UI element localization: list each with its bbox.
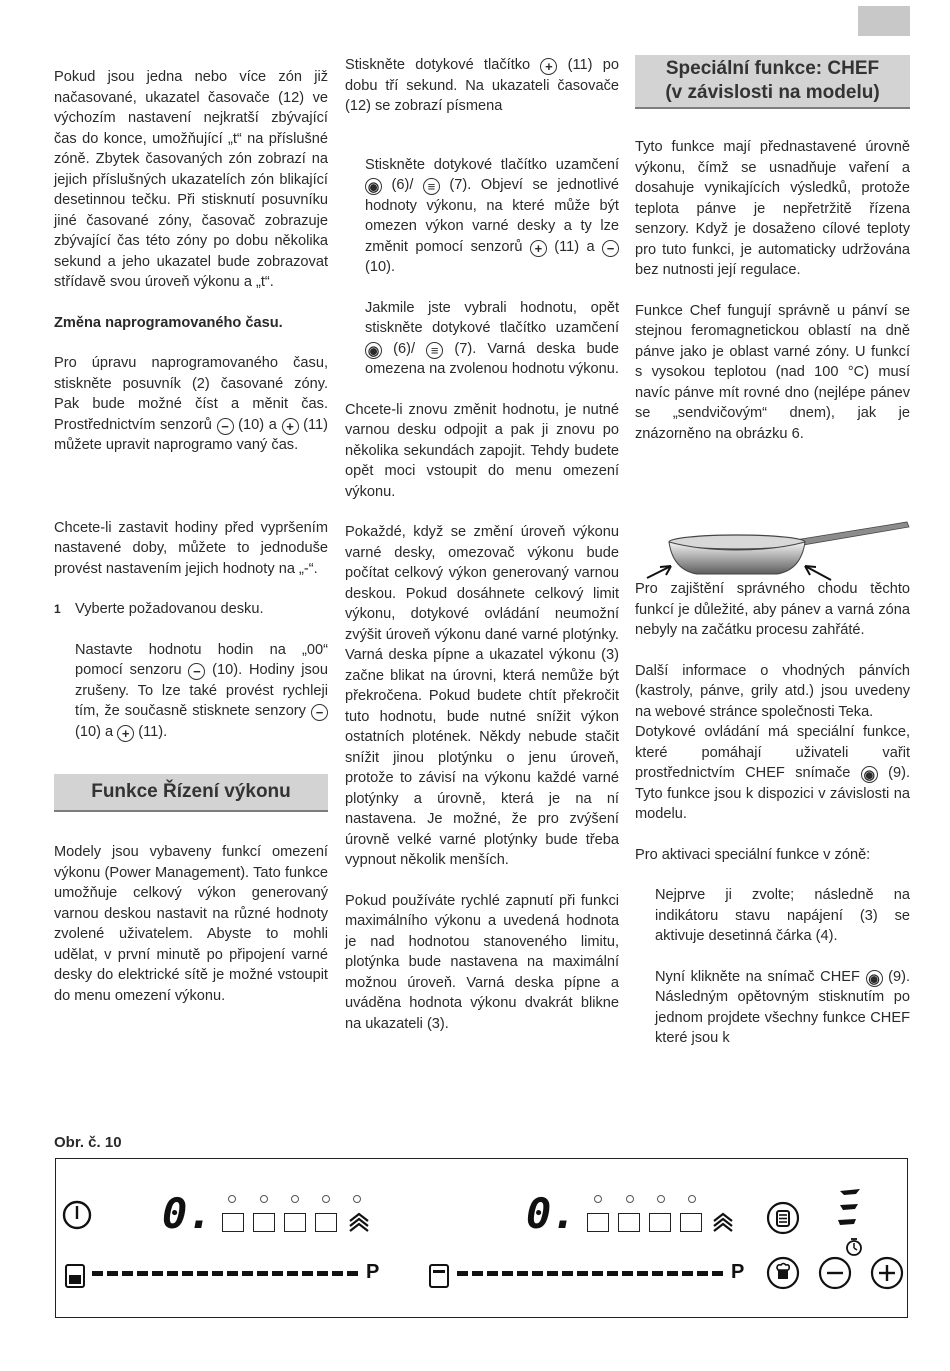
paragraph xyxy=(54,353,328,456)
paragraph: Funkce Chef fungují správně u pánví se stejnou feromagnetickou oblastí na dně pánve jako je oblast varné zóny. U funkcí s vysokou teplotou (nad 100 °C) musí navíc pánve mít rovné dno (nejlépe pánev se „sendvičovým“ dnem), jak je znázorněno na obrázku 6. xyxy=(635,302,910,442)
text: (10) a xyxy=(75,723,114,740)
indicator-dot xyxy=(353,1195,361,1203)
text: (9). Tyto funkce jsou k dispozici v závislosti na modelu. xyxy=(635,765,911,822)
right-slider[interactable] xyxy=(457,1271,727,1277)
paragraph xyxy=(75,640,328,743)
text: (11) a xyxy=(554,238,595,255)
paragraph: Pokaždé, když se změní úroveň výkonu varné desky, omezovač výkonu bude počítat celkový výkon generovaný varnou deskou. Pokud dosáhnete celkový limit výkonu, dotykové ovládání neumožní zvýšit úroveň výkonu dané varné plotýnky. Varná deska pípne a ukazatel výkonu (3) začne blikat na úrovni, která nemůže být překročena. Pokud budete chtít překročit tuto hodnotu, bude nutné snížit výkon ostatních plotének. Někdy nebude stačit snížit jinou plotýnku o jenu úroveň, protože to závisí na výkonu každé varné plotýnky a úrovně, která je na ní nastavena. Je možné, že pro zvýšení úrovně velké varné plotýnky bude třeba vypnout několik menších. xyxy=(345,524,619,868)
paragraph: Pro aktivaci speciální funkce v zóně: xyxy=(635,846,871,863)
text: (7). Objeví se jednotlivé hodnoty výkonu, na které může být omezen výkon varné desky a ty lze změnit pomocí senzorů xyxy=(365,177,620,255)
subheading-change-time: Změna naprogramovaného času. xyxy=(54,314,283,331)
text: (10). xyxy=(365,259,396,275)
boost-icon xyxy=(712,1211,734,1233)
paragraph xyxy=(365,155,619,278)
text: (6)/ xyxy=(391,177,414,193)
text: (11). xyxy=(138,723,168,740)
section-heading-chef xyxy=(635,55,910,109)
pan-sensor-icon xyxy=(428,1261,450,1289)
figure-label: Obr. č. 10 xyxy=(54,1134,122,1151)
paragraph xyxy=(345,55,619,117)
paragraph: Pokud jsou jedna nebo více zón již načasované, ukazatel časovače (12) ve výchozím nastavení nejkratší zbývající čas do konce, umožňující „t“ na příslušné zóně. Zbytek časovaných zón zobrazí na jejich příslušných ukazatelích zón blikající desetinnou tečku. Při stisknutí posuvníku jiné časované zóny, časovač zobrazuje zbývající čas této zóny po dobu několika sekund a jeho ukazatel bude zobrazovat střídavě svou úroveň výkonu a „t“. xyxy=(54,69,328,290)
paragraph xyxy=(365,298,619,380)
pan-sensor-icon xyxy=(64,1261,86,1289)
paragraph: Nejprve ji zvolte; následně na indikátoru stavu napájení (3) se aktivuje desetinná čárka (4). xyxy=(655,887,910,944)
text: Nastavte hodnotu hodin na „00“ pomocí senzoru xyxy=(75,641,328,678)
heading-line: (v závislosti na modelu) xyxy=(665,82,880,103)
text: Stiskněte dotykové tlačítko xyxy=(345,57,531,73)
paragraph: Další informace o vhodných pánvích (kastroly, pánve, grily atd.) jsou uvedeny na webové stránce společnosti Teka. xyxy=(635,662,910,720)
chef-icon: ◉ xyxy=(866,970,883,987)
indicator-dot xyxy=(657,1195,665,1203)
column-1 xyxy=(54,55,328,1006)
paragraph xyxy=(635,722,910,825)
step-number: 1 xyxy=(54,602,61,616)
paragraph: Chcete-li zastavit hodiny před vypršením nastavené doby, můžete to jednoduše provést nastavením jejich hodnoty na „-“. xyxy=(54,519,328,577)
text: Dotykové ovládání má speciální funkce, které pomáhají uživateli vařit prostřednictvím CHEF snímače xyxy=(635,724,910,781)
indicator-dot xyxy=(594,1195,602,1203)
level-box xyxy=(649,1213,671,1232)
text: (10) a xyxy=(238,416,277,433)
plus-icon: + xyxy=(530,240,547,257)
plus-icon: + xyxy=(540,58,557,75)
step-text: Vyberte požadovanou desku. xyxy=(75,601,264,617)
text: Stiskněte dotykové tlačítko uzamčení xyxy=(365,156,619,173)
section-heading-power-management: Funkce Řízení výkonu xyxy=(54,774,328,812)
level-box xyxy=(284,1213,306,1232)
chef-icon: ◉ xyxy=(861,766,878,783)
right-zone-display: 0. xyxy=(526,1189,577,1238)
heading-line: Speciální funkce: CHEF xyxy=(665,58,880,79)
power-icon xyxy=(62,1197,92,1231)
indicator-dot xyxy=(228,1195,236,1203)
level-box xyxy=(587,1213,609,1232)
paragraph xyxy=(655,967,910,1049)
plus-icon: + xyxy=(117,725,134,742)
text: Nyní klikněte na snímač CHEF xyxy=(655,968,860,985)
level-box xyxy=(222,1213,244,1232)
list-item xyxy=(54,599,328,620)
indicator-dot xyxy=(260,1195,268,1203)
text: (6)/ xyxy=(393,340,416,357)
indicator-dot xyxy=(688,1195,696,1203)
chef-icon[interactable] xyxy=(766,1256,800,1290)
paragraph: Pro zajištění správného chodu těchto funkcí je důležité, aby pánev a varná zóna nebyly na začátku procesu zahřáté. xyxy=(635,581,910,638)
minus-icon: − xyxy=(602,240,619,257)
lock-icon: ◉ xyxy=(365,178,382,195)
indicator-dot xyxy=(626,1195,634,1203)
paragraph: Chcete-li znovu změnit hodnotu, je nutné varnou desku odpojit a pak ji znovu po několika sekundách zapojit. Tehdy budete opět moci vstoupit do menu omezení výkonu. xyxy=(345,401,619,500)
level-box xyxy=(253,1213,275,1232)
level-box xyxy=(618,1213,640,1232)
level-box xyxy=(315,1213,337,1232)
menu-icon: ≡ xyxy=(423,178,440,195)
paragraph: Pokud používáte rychlé zapnutí při funkci maximálního výkonu a uvedená hodnota je nad hodnotou stanoveného limitu, plotýnka bude nastavena na maximální možnou úroveň. Varná deska pípne a uváděna hodnota výkonu dvakrát blikne na ukazateli (3). xyxy=(345,892,619,1032)
minus-icon[interactable] xyxy=(818,1256,852,1290)
control-panel-figure xyxy=(55,1158,908,1318)
text: Pro úpravu naprogramovaného času, stiskněte posuvník (2) časované zóny. Pak bude možné číst a měnit čas. Prostřednictvím senzorů xyxy=(54,355,328,433)
lock-icon: ◉ xyxy=(365,342,382,359)
minus-icon: − xyxy=(311,704,328,721)
left-slider[interactable] xyxy=(92,1271,362,1277)
text: (9). Následným opětovným stisknutím po jednom projdete všechny funkce CHEF které jsou k xyxy=(655,968,910,1046)
paragraph: Modely jsou vybaveny funkcí omezení výkonu (Power Management). Tato funkce umožňuje celkový výkon generovaný varnou deskou nastavit na různé hodnoty zvolené uživatelem. Abyste to mohli udělat, v první minutě po připojení varné desky do elektrické sítě je možné vstoupit do menu omezení výkonu. xyxy=(54,844,328,1004)
boost-icon xyxy=(348,1211,370,1233)
text: (10). Hodiny jsou zrušeny. To lze také provést rychleji tím, že současně stisknete senzory xyxy=(75,662,328,719)
text: (11) po dobu tří sekund. Na ukazateli časovače (12) se zobrazí písmena xyxy=(345,57,619,114)
column-2 xyxy=(345,55,619,1034)
text: (7). Varná deska bude omezena na zvolenou hodnotu výkonu. xyxy=(365,340,619,377)
minus-icon: − xyxy=(188,663,205,680)
level-box xyxy=(680,1213,702,1232)
plus-icon[interactable] xyxy=(870,1256,904,1290)
clock-icon xyxy=(844,1237,864,1257)
text: (11) můžete upravit naprogramo vaný čas. xyxy=(54,416,328,453)
lock-icon[interactable] xyxy=(766,1201,800,1235)
indicator-dot xyxy=(322,1195,330,1203)
plus-icon: + xyxy=(282,418,299,435)
right-slider-p-label: P xyxy=(731,1261,745,1283)
timer-display-icon xyxy=(834,1185,864,1229)
page-corner-tab xyxy=(858,6,910,36)
left-zone-display: 0. xyxy=(162,1189,213,1238)
menu-icon: ≡ xyxy=(426,342,443,359)
minus-icon: − xyxy=(217,418,234,435)
paragraph: Tyto funkce mají přednastavené úrovně výkonu, čímž se usnadňuje vaření a dosahuje vynikajících výsledků, protože teplota pánve je nepřetržitě řízena senzory. Když je dosaženo cílové teploty pro tuto funkci, je automaticky udržována bez nutnosti její regulace. xyxy=(635,139,910,278)
indicator-dot xyxy=(291,1195,299,1203)
frying-pan-illustration xyxy=(645,520,910,585)
pan-handle xyxy=(795,522,909,546)
text: Jakmile jste vybrali hodnotu, opět stiskněte dotykové tlačítko uzamčení xyxy=(365,299,619,336)
left-slider-p-label: P xyxy=(366,1261,380,1283)
